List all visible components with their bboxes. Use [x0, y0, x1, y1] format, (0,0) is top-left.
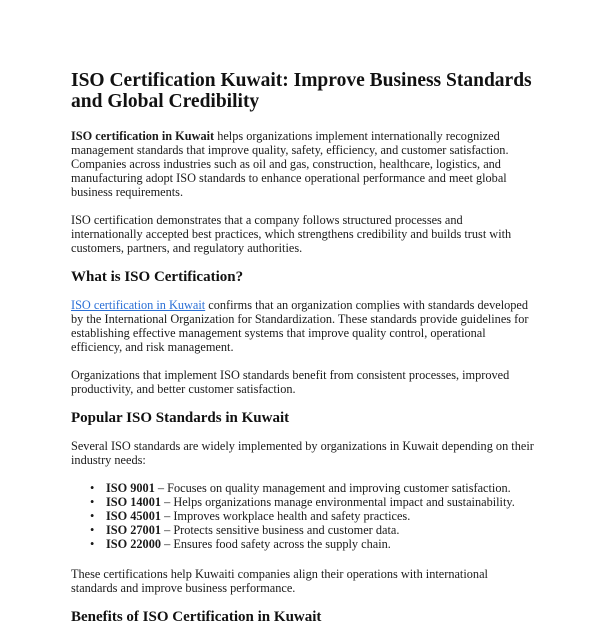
bullet-icon: • — [90, 523, 95, 537]
standard-description: – Focuses on quality management and improving customer satisfaction. — [154, 481, 511, 495]
list-item — [71, 523, 536, 537]
standard-code: ISO 22000 — [106, 537, 162, 551]
iso-standards-list — [71, 481, 536, 551]
section-heading-benefits: Benefits of ISO Certification in Kuwait — [71, 609, 322, 625]
standard-code: ISO 14001 — [106, 495, 162, 509]
section-heading-popular-standards: Popular ISO Standards in Kuwait — [71, 410, 290, 426]
standard-description: – Protects sensitive business and customer data. — [161, 523, 400, 537]
intro-bold-lead: ISO certification in Kuwait — [71, 129, 215, 143]
list-item — [71, 495, 536, 509]
standard-code: ISO 9001 — [106, 481, 155, 495]
document-page — [71, 70, 536, 638]
bullet-icon: • — [90, 481, 95, 495]
bullet-icon: • — [90, 509, 95, 523]
standard-description: – Improves workplace health and safety practices. — [161, 509, 411, 523]
what-is-iso-text: confirms that an organization complies with standards developed by the International Organization for Standardization. These standards provide guidelines for establishing effective management systems that improve quality control, operational efficiency, and risk management. — [71, 298, 529, 354]
bullet-icon: • — [90, 537, 95, 551]
standard-code: ISO 45001 — [106, 509, 162, 523]
list-item — [71, 481, 536, 495]
list-item — [71, 509, 536, 523]
what-is-iso-paragraph-2: Organizations that implement ISO standards benefit from consistent processes, improved productivity, and better customer satisfaction. — [71, 368, 510, 396]
what-is-iso-paragraph — [71, 298, 536, 354]
intro-text: helps organizations implement internationally recognized management standards that improve quality, safety, efficiency, and customer satisfaction. Companies across industries such as oil and gas, construction, healthcare, logistics, and manufacturing adopt ISO standards to enhance operational performance and meet global business requirements. — [71, 129, 509, 199]
list-item — [71, 537, 536, 551]
intro-paragraph-2: ISO certification demonstrates that a company follows structured processes and internationally accepted best practices, which strengthens credibility and builds trust with customers, partners, and regulatory authorities. — [71, 213, 512, 255]
bullet-icon: • — [90, 495, 95, 509]
standard-description: – Ensures food safety across the supply chain. — [161, 537, 391, 551]
section-heading-what-is-iso: What is ISO Certification? — [71, 269, 244, 285]
page-title: ISO Certification Kuwait: Improve Business Standards and Global Credibility — [71, 70, 532, 112]
standard-description: – Helps organizations manage environmental impact and sustainability. — [161, 495, 515, 509]
iso-certification-kuwait-link[interactable]: ISO certification in Kuwait — [71, 298, 206, 312]
intro-paragraph — [71, 129, 536, 199]
standard-code: ISO 27001 — [106, 523, 162, 537]
popular-standards-intro: Several ISO standards are widely implemented by organizations in Kuwait depending on their industry needs: — [71, 439, 534, 467]
popular-standards-outro: These certifications help Kuwaiti companies align their operations with international standards and improve business performance. — [71, 567, 488, 595]
